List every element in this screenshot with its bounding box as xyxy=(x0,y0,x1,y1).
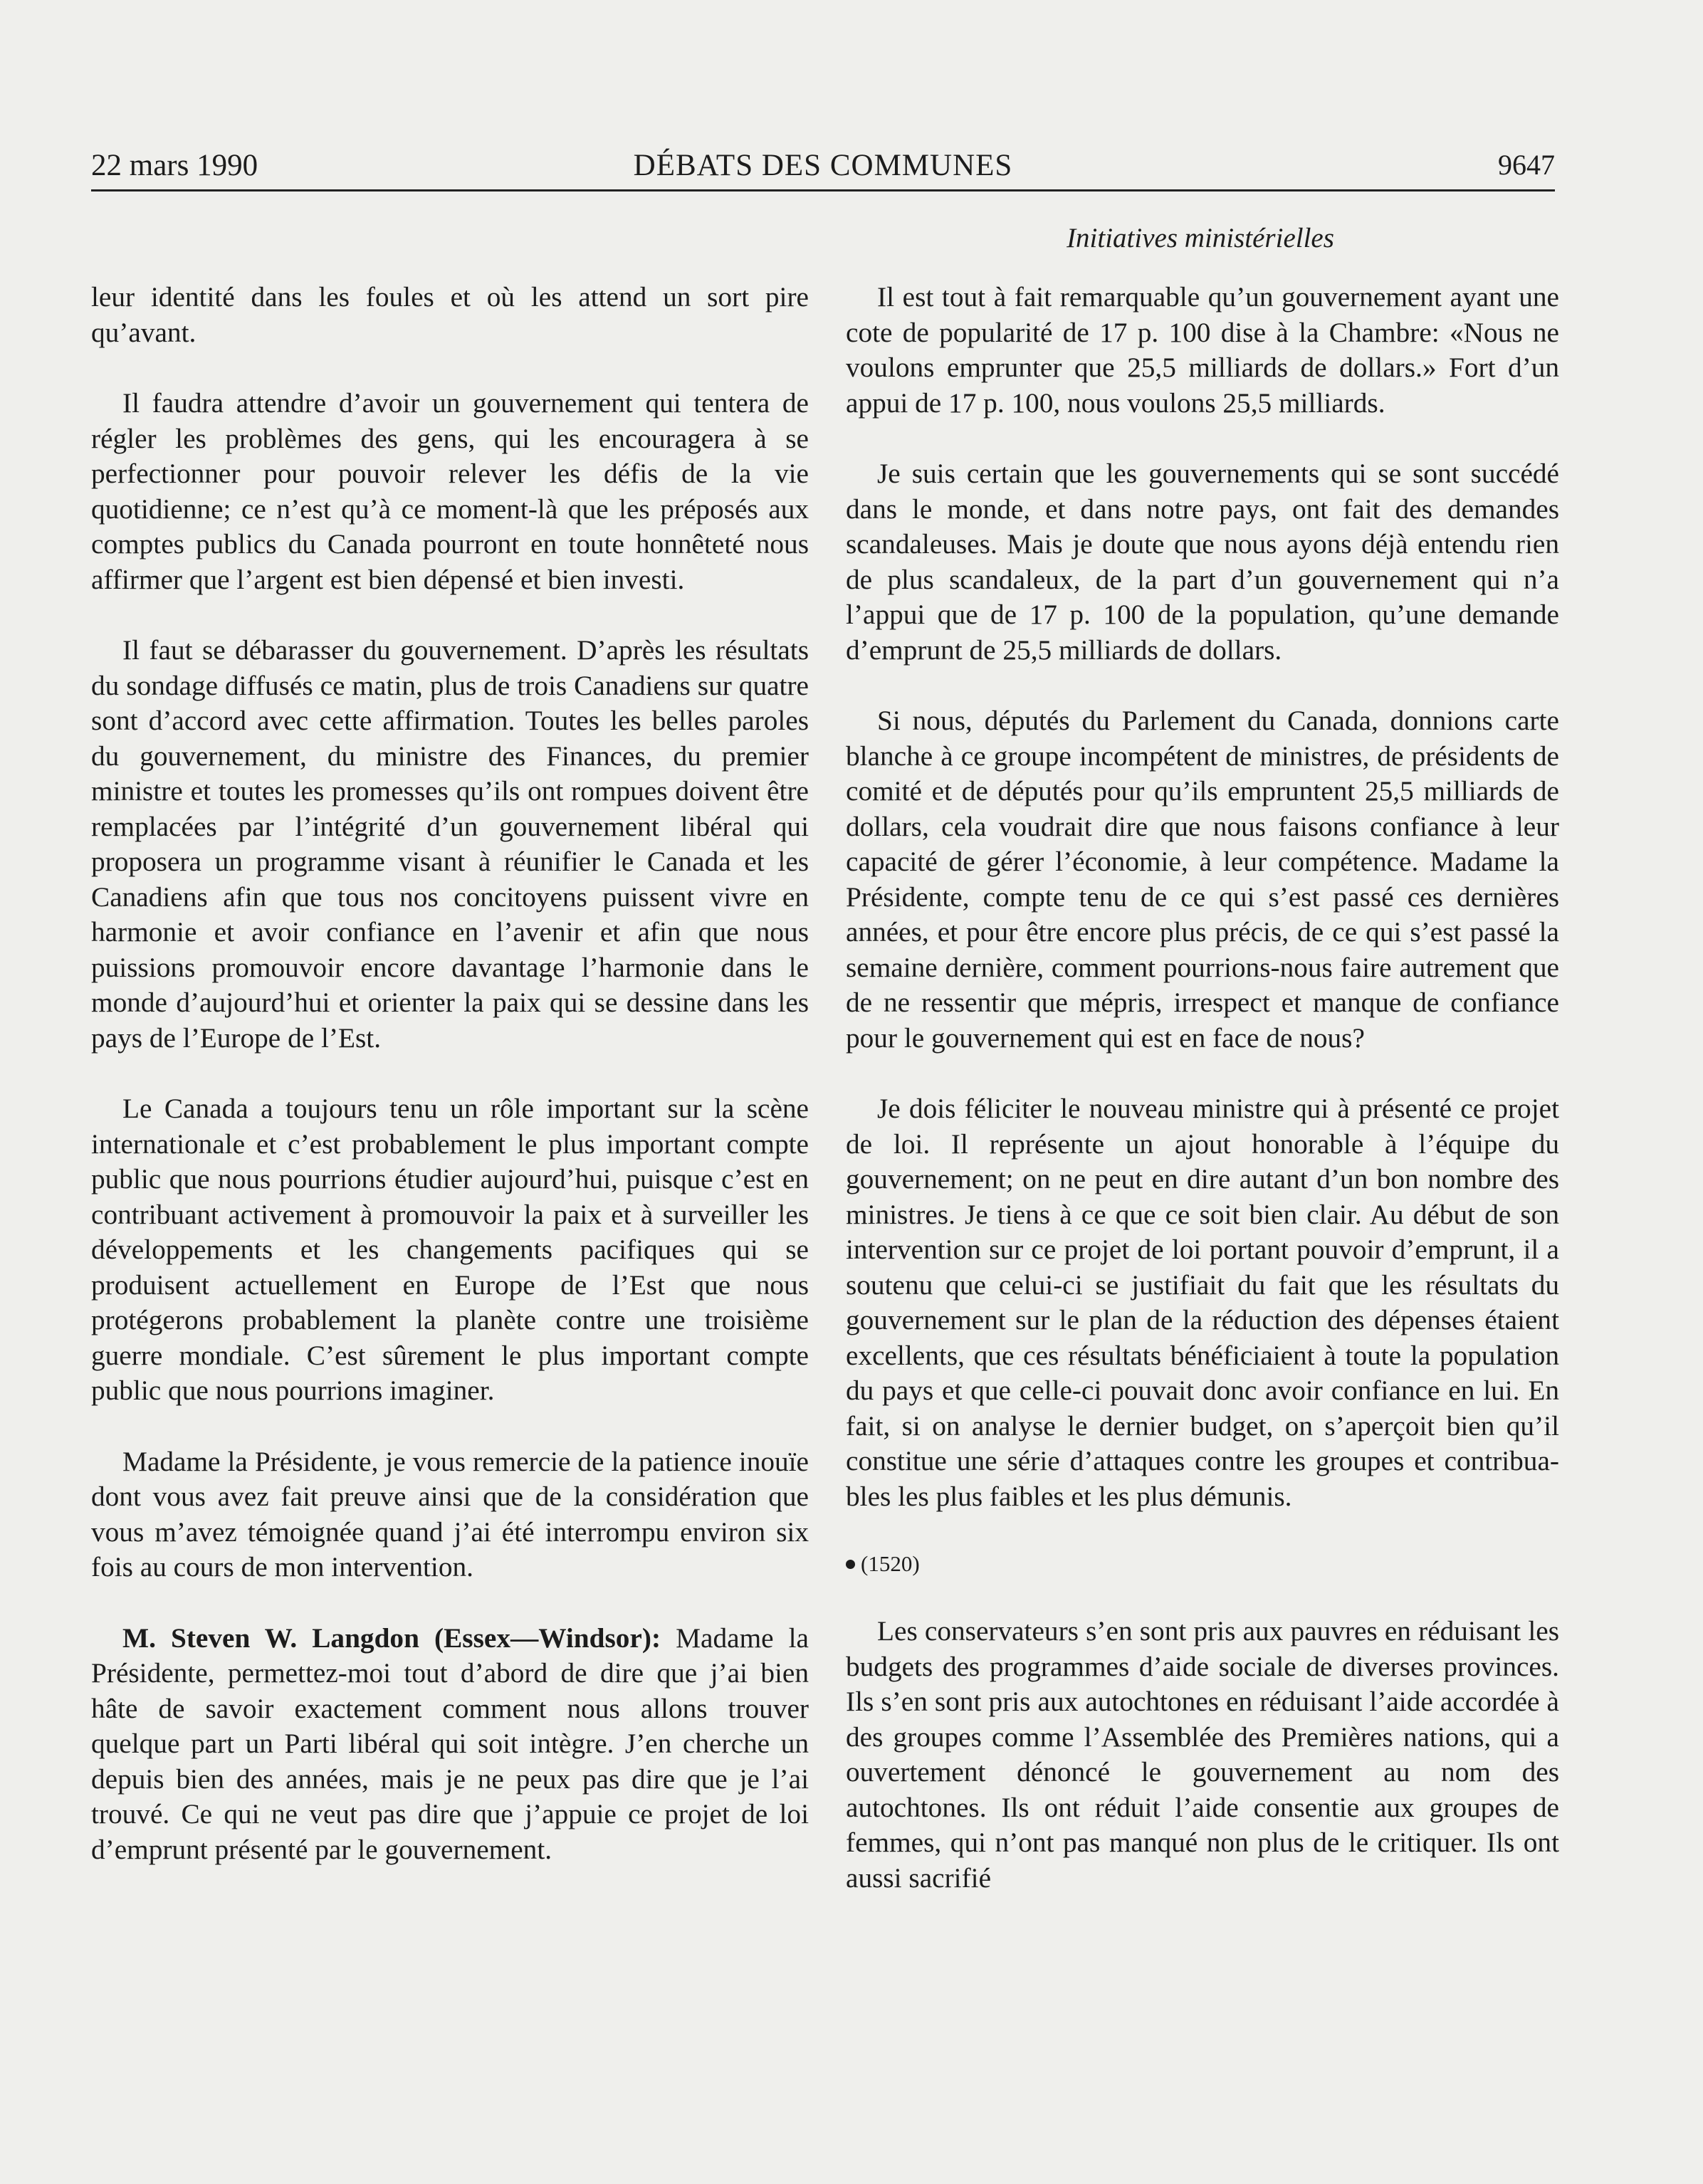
paragraph: Les conservateurs s’en sont pris aux pauvres en réduisant les budgets des programmes d’aide sociale de diverses provinces. Ils s’en sont pris aux autochtones en réduisant l’aide accordée à des groupes comme l’Assemblée des Premières nations, qui a ouvertement dénoncé le gouvernement au nom des autochtones. Ils ont réduit l’aide consentie aux groupes de femmes, qui n’ont pas manqué non plus de le critiquer. Ils ont aussi sacrifié xyxy=(846,1615,1559,1894)
paragraph: leur identité dans les foules et où les attend un sort pire qu’avant. xyxy=(91,281,809,348)
right-column xyxy=(846,280,1559,1896)
speaker-name: M. Steven W. Langdon (Essex—Windsor): xyxy=(122,1622,661,1654)
paragraph: Il est tout à fait remarquable qu’un gouvernement ayant une cote de popularité de 17 p. 100 dise à la Chambre: «Nous ne voulons emprunter que 25,5 milliards de dollars.» Fort d’un appui de 17 p. 100, nous voulons 25,5 milliards. xyxy=(846,281,1559,419)
paragraph: Je dois féliciter le nouveau ministre qui à présenté ce projet de loi. Il représente un ajout honorable à l’équipe du gouvernement; on ne peut en dire autant d’un bon nombre des ministres. Je tiens à ce que ce soit bien clair. Au début de son intervention sur ce projet de loi portant pouvoir d’emprunt, il a soutenu que celui-ci se justifiait du fait que les résultats du gouvernement sur le plan de la réduction des dépenses étaient excellents, que ces résultats bénéficiaient à toute la population du pays et que celle-ci pouvait donc avoir confiance en lui. En fait, si on analyse le dernier budget, on s’aperçoit bien qu’il constitue une série d’attaques contre les groupes et contribuables les plus faibles et les plus démunis. xyxy=(846,1093,1559,1512)
page-header xyxy=(91,144,1555,187)
timestamp: (1520) xyxy=(861,1551,920,1576)
paragraph: Il faudra attendre d’avoir un gouvernement qui tentera de régler les problèmes des gens, qui les encouragera à se perfectionner pour pouvoir relever les défis de la vie quotidienne; ce n’est qu’à ce moment-là que les préposés aux comptes publics du Canada pourront en toute honnêteté nous affirmer que l’argent est bien dépensé et bien investi. xyxy=(91,387,809,595)
paragraph: Le Canada a toujours tenu un rôle important sur la scène internationale et c’est probablement le plus important compte public que nous pourrions étudier aujourd’hui, puisque c’est en contribuant activement à promouvoir la paix et à surveiller les développements et les changements pacifiques qui se produisent actuellement en Europe de l’Est que nous protégerons probablement la planète contre une troisième guerre mondiale. C’est sûrement le plus important compte public que nous pourrions imaginer. xyxy=(91,1093,809,1406)
paragraph: Je suis certain que les gouvernements qui se sont succédé dans le monde, et dans notre pays, ont fait des demandes scandaleuses. Mais je doute que nous ayons déjà entendu rien de plus scandaleux, de la part d’un gouvernement qui n’a l’appui que de 17 p. 100 de la population, qu’une demande d’emprunt de 25,5 milliards de dollars. xyxy=(846,458,1559,666)
timestamp-marker xyxy=(846,1550,1559,1578)
header-rule xyxy=(91,189,1555,191)
bullet-icon xyxy=(846,1560,855,1569)
header-date: 22 mars 1990 xyxy=(91,149,258,182)
left-column xyxy=(91,280,809,1867)
page-number: 9647 xyxy=(1498,149,1555,181)
paragraph: Il faut se débarasser du gouvernement. D’après les résultats du sondage diffusés ce matin, plus de trois Canadiens sur quatre sont d’accord avec cette affirmation. Toutes les belles paroles du gouvernement, du ministre des Finances, du premier ministre et toutes les promesses qu’ils ont rompues doivent être remplacées par l’intégrité d’un gouvernement libéral qui proposera un programme visant à réunifier le Canada et les Canadiens afin que tous nos concitoyens puissent vivre en harmonie et avoir confiance en l’avenir et afin que nous puissions promouvoir encore davantage l’harmonie dans le monde d’aujourd’hui et orienter la paix qui se dessine dans les pays de l’Europe de l’Est. xyxy=(91,634,809,1054)
paragraph: Madame la Présidente, je vous remercie de la patience inouïe dont vous avez fait preuve ainsi que de la considération que vous m’avez témoignée quand j’ai été interrompu environ six fois au cours de mon intervention. xyxy=(91,1445,809,1582)
speech-paragraph xyxy=(91,1621,809,1868)
publication-title: DÉBATS DES COMMUNES xyxy=(633,149,1013,182)
section-label: Initiatives ministérielles xyxy=(1067,223,1334,253)
speech-text: Madame la Présidente, permettez-moi tout d’abord de dire que j’ai bien hâte de savoir exactement comment nous allons trouver quelque part un Parti libéral qui soit intègre. J’en cherche un depuis bien des années, mais je ne peux pas dire que je l’ai trouvé. Ce qui ne veut pas dire que j’appuie ce projet de loi d’emprunt présenté par le gouvernement. xyxy=(91,1622,809,1865)
paragraph: Si nous, députés du Parlement du Canada, donnions carte blanche à ce groupe incompétent de ministres, de présidents de comité et de députés pour qu’ils empruntent 25,5 milliards de dollars, cela voudrait dire que nous faisons confiance à leur capacité de gérer l’économie, à leur compétence. Madame la Présidente, compte tenu de ce qui s’est passé ces dernières années, et pour être encore plus précis, de ce qui s’est passé la semaine dernière, comment pourrions-nous faire autrement que de ne ressentir que mépris, irrespect et manque de confiance pour le gouvernement qui est en face de nous? xyxy=(846,705,1559,1054)
